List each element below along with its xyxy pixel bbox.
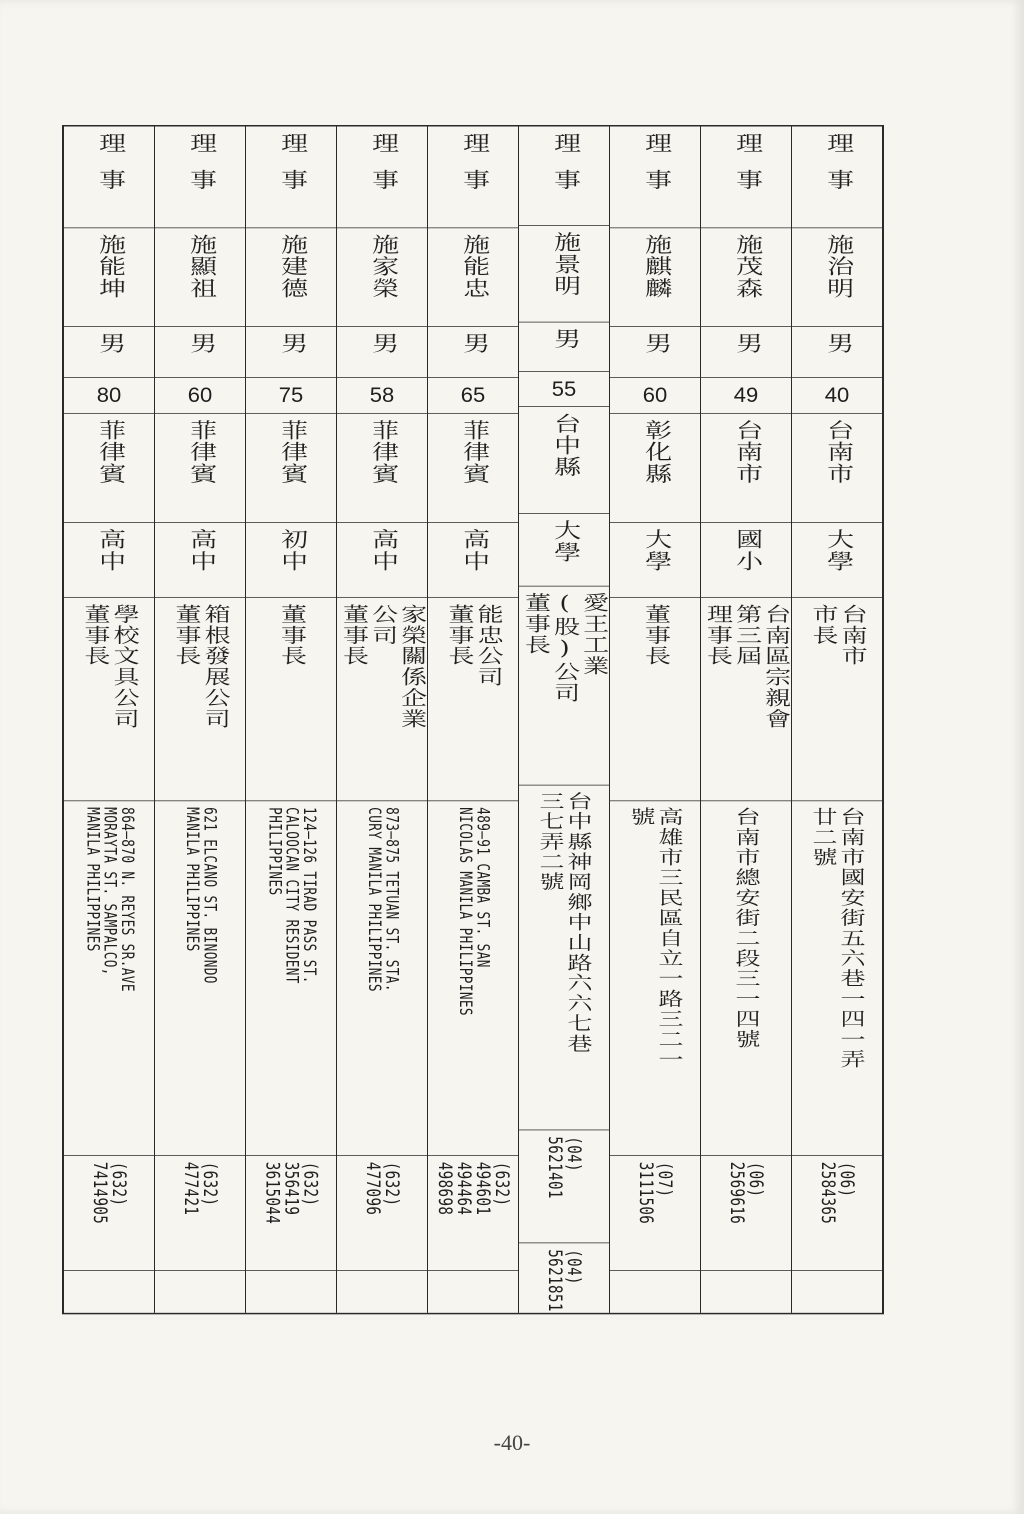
position-cell [519,126,609,225]
tel1-text: (07) 3111506 [635,1161,676,1225]
member-record [609,126,700,1312]
position-text: 理事 [731,132,763,206]
position-text: 理事 [367,132,399,206]
hometown-text: 台中縣 [549,413,581,479]
sex-cell [64,327,154,378]
age-text: 40 [824,382,850,407]
sex-text: 男 [549,328,581,365]
age-cell [610,378,700,414]
address-cell [519,785,609,1130]
sex-text: 男 [458,332,490,370]
occupation-cell [428,598,518,801]
occupation-text: 董事長 [640,603,671,667]
sex-text: 男 [640,332,672,370]
address-text: 873—875 TETUAN ST. STA. CURY MANILA PHILIPPINES [364,807,402,992]
name-text: 施治明 [822,234,854,300]
position-cell [428,126,518,228]
member-record [245,126,336,1312]
position-cell [792,126,882,228]
tel1-text: (06) 2584365 [817,1161,858,1225]
hometown-text: 菲律賓 [185,419,217,485]
age-text: 60 [642,382,668,407]
sex-text: 男 [94,332,126,370]
tel2-cell [246,1271,336,1313]
name-cell [428,228,518,327]
sex-text: 男 [822,332,854,370]
tel1-text: (632) 477421 [180,1161,221,1216]
hometown-text: 台南市 [731,419,763,485]
sex-cell [428,327,518,378]
address-cell [337,801,427,1156]
tel1-text: (06) 2569616 [726,1161,767,1225]
age-text: 58 [369,382,395,407]
address-cell [610,801,700,1156]
education-cell [155,523,245,598]
sex-cell [792,327,882,378]
hometown-cell [610,414,700,523]
position-cell [701,126,791,228]
age-cell [155,378,245,414]
age-cell [701,378,791,414]
education-text: 初中 [276,528,308,573]
occupation-text: 愛王工業 (股)公司 董事長 [520,592,609,704]
education-text: 大學 [640,528,672,573]
hometown-text: 菲律賓 [367,419,399,485]
occupation-cell [246,598,336,801]
age-cell [64,378,154,414]
address-cell [428,801,518,1156]
position-cell [610,126,700,228]
address-cell [246,801,336,1156]
name-text: 施顯祖 [185,234,217,300]
occupation-text: 家榮關係企業 公司 董事長 [338,603,427,730]
sex-text: 男 [185,332,217,370]
address-cell [64,801,154,1156]
tel2-cell [337,1271,427,1313]
address-text: 124—126 TIRAD PASS ST. CALOOCAN CITY RESIDENT PHILIPPINES [264,807,319,984]
hometown-cell [792,414,882,523]
occupation-cell [519,587,609,785]
age-text: 75 [278,382,304,407]
name-cell [337,228,427,327]
hometown-text: 台南市 [822,419,854,485]
member-record [336,126,427,1312]
hometown-cell [155,414,245,523]
position-text: 理事 [640,132,672,206]
name-text: 施茂森 [731,234,763,300]
age-text: 60 [187,382,213,407]
position-cell [155,126,245,228]
position-text: 理事 [458,132,490,206]
member-record [64,126,154,1312]
hometown-cell [337,414,427,523]
position-cell [246,126,336,228]
tel2-text: (04) 5621851 [544,1248,585,1312]
sex-text: 男 [276,332,308,370]
hometown-cell [701,414,791,523]
age-cell [519,372,609,407]
education-text: 大學 [549,519,581,564]
tel2-cell [519,1243,609,1313]
tel2-cell [155,1271,245,1313]
tel2-cell [792,1271,882,1313]
position-text: 理事 [94,132,126,206]
education-text: 大學 [822,528,854,573]
tel1-text: (632) 7414905 [89,1161,130,1225]
member-record [154,126,245,1312]
education-cell [337,523,427,598]
education-cell [246,523,336,598]
education-text: 高中 [94,528,126,573]
sex-cell [155,327,245,378]
name-text: 施麒麟 [640,234,672,300]
address-text: 864—870 N. REYES SR.AVE MORAYTA ST. SAMPALCO, MANILA PHILIPPINES [82,807,137,992]
member-record [427,126,518,1312]
education-cell [610,523,700,598]
hometown-text: 彰化縣 [640,419,672,485]
tel1-cell [610,1156,700,1271]
hometown-text: 菲律賓 [276,419,308,485]
education-cell [519,514,609,587]
age-text: 55 [551,376,577,401]
tel1-cell [519,1131,609,1243]
hometown-cell [428,414,518,523]
name-text: 施建德 [276,234,308,300]
address-text: 489—91 CAMBA ST. SAN NICOLAS MANILA PHILIPPINES [455,807,493,1016]
tel2-cell [64,1271,154,1313]
education-cell [701,523,791,598]
tel1-cell [155,1156,245,1271]
tel1-text: (632) 494601 494464 498698 [434,1161,513,1216]
occupation-cell [155,598,245,801]
age-cell [246,378,336,414]
age-text: 65 [460,382,486,407]
tel1-cell [337,1156,427,1271]
position-text: 理事 [549,132,581,206]
member-record [700,126,791,1312]
education-cell [428,523,518,598]
tel1-cell [701,1156,791,1271]
sex-cell [519,322,609,372]
occupation-text: 台南市 市長 [808,603,868,667]
tel1-cell [428,1156,518,1271]
address-cell [701,801,791,1156]
occupation-cell [701,598,791,801]
address-text: 高雄市三民區自立一路三二一 號 [627,807,684,1070]
member-record [518,126,609,1312]
education-text: 高中 [458,528,490,573]
address-cell [792,801,882,1156]
name-text: 施景明 [549,231,581,297]
education-text: 高中 [367,528,399,573]
sex-cell [610,327,700,378]
hometown-cell [64,414,154,523]
sex-cell [701,327,791,378]
tel1-text: (04) 5621401 [544,1136,585,1200]
name-text: 施能坤 [94,234,126,300]
age-text: 49 [733,382,759,407]
address-text: 台南市國安街五六巷一四一弄 廿二號 [809,807,866,1070]
address-text: 台南市總安街二段三一四號 [732,807,761,1050]
sex-text: 男 [367,332,399,370]
education-text: 高中 [185,528,217,573]
tel1-cell [792,1156,882,1271]
name-text: 施能忠 [458,234,490,300]
member-record [791,126,882,1312]
tel2-cell [428,1271,518,1313]
name-cell [246,228,336,327]
age-text: 80 [96,382,122,407]
tel1-text: (632) 356419 3615044 [261,1161,322,1225]
education-text: 國小 [731,528,763,573]
position-text: 理事 [185,132,217,206]
name-cell [701,228,791,327]
name-cell [64,228,154,327]
sex-cell [337,327,427,378]
age-cell [792,378,882,414]
age-cell [337,378,427,414]
occupation-cell [64,598,154,801]
name-cell [519,226,609,322]
position-text: 理事 [276,132,308,206]
address-cell [155,801,245,1156]
hometown-cell [246,414,336,523]
occupation-text: 能忠公司 董事長 [444,603,504,688]
address-text: 621 ELCANO ST. BINONDO MANILA PHILIPPINES [182,807,220,984]
occupation-text: 董事長 [276,603,307,667]
tel1-cell [64,1156,154,1271]
age-cell [428,378,518,414]
position-text: 理事 [822,132,854,206]
education-cell [792,523,882,598]
occupation-text: 學校文具公司 董事長 [80,603,140,730]
name-cell [155,228,245,327]
name-text: 施家榮 [367,234,399,300]
tel2-cell [701,1271,791,1313]
tel1-text: (632) 477096 [362,1161,403,1216]
page-number: -40- [493,1430,531,1455]
sex-text: 男 [731,332,763,370]
position-cell [337,126,427,228]
name-cell [610,228,700,327]
sex-cell [246,327,336,378]
occupation-text: 箱根發展公司 董事長 [171,603,231,730]
name-cell [792,228,882,327]
hometown-text: 菲律賓 [94,419,126,485]
position-cell [64,126,154,228]
tel1-cell [246,1156,336,1271]
roster-table [62,125,884,1314]
occupation-cell [610,598,700,801]
hometown-text: 菲律賓 [458,419,490,485]
address-text: 台中縣神岡鄉中山路六六七巷 三七弄二號 [536,791,593,1054]
occupation-cell [337,598,427,801]
hometown-cell [519,407,609,514]
occupation-text: 台南區宗親會 第三屆 理事長 [702,603,791,730]
tel2-cell [610,1271,700,1313]
education-cell [64,523,154,598]
occupation-cell [792,598,882,801]
